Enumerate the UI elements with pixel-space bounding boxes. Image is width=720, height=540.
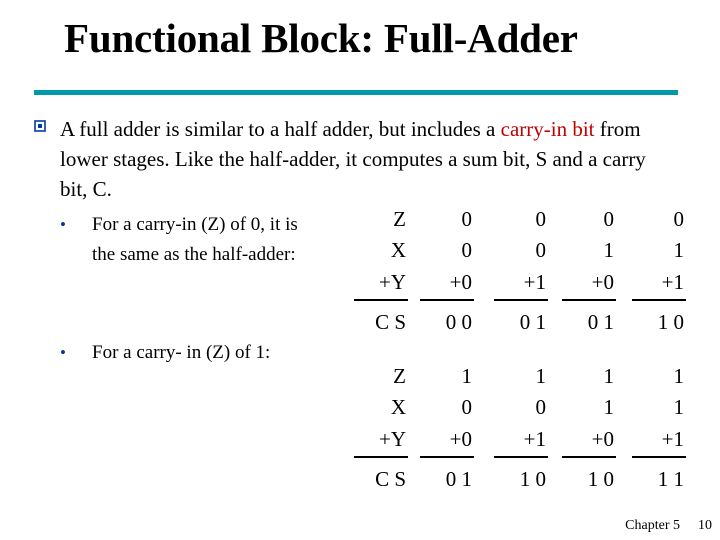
table-cell: 1	[461, 364, 472, 388]
sum-line	[494, 299, 548, 301]
table-cell: 0	[535, 395, 546, 419]
table-cell: +0	[591, 427, 614, 451]
table-row-label: X	[390, 395, 406, 419]
main-bullet-part2: from lower stages. Like the half-adder, it computes a sum bit, S and a carry bit, C.	[60, 117, 646, 201]
sub-bullet-dot-icon: •	[60, 215, 66, 234]
table-row-label: C S	[375, 310, 406, 334]
table-row-label: +Y	[378, 427, 406, 451]
sum-line	[420, 456, 474, 458]
table-cell: 1	[603, 364, 614, 388]
table-cell: +0	[449, 270, 472, 294]
table-cell: 1	[673, 395, 684, 419]
table-cell: 0	[673, 207, 684, 231]
table-cell: 0 1	[445, 467, 472, 491]
slide-title: Functional Block: Full-Adder	[64, 15, 578, 61]
table-row-label: C S	[375, 467, 406, 491]
table-row-label: Z	[393, 207, 406, 231]
sum-line	[420, 299, 474, 301]
table-cell: 0	[603, 207, 614, 231]
sum-line	[632, 456, 686, 458]
table-cell: 0 0	[445, 310, 472, 334]
table-cell: 0	[535, 238, 546, 262]
table-cell: 1 0	[519, 467, 546, 491]
page-number: 10	[698, 518, 712, 533]
table-cell: 0	[461, 207, 472, 231]
title-divider	[34, 90, 678, 95]
table-cell: +1	[661, 427, 684, 451]
sum-line	[562, 456, 616, 458]
sub-bullet-text: For a carry- in (Z) of 1:	[92, 342, 271, 363]
table-cell: +1	[523, 270, 546, 294]
table-cell: 0	[461, 238, 472, 262]
main-bullet-part1: A full adder is similar to a half adder, but includes a	[60, 117, 501, 141]
table-row-label: +Y	[378, 270, 406, 294]
table-cell: 0	[461, 395, 472, 419]
table-cell: 0 1	[587, 310, 614, 334]
table-cell: 1	[673, 364, 684, 388]
table-cell: 1	[603, 238, 614, 262]
carry-in-highlight: carry-in bit	[500, 117, 595, 141]
table-cell: 1	[603, 395, 614, 419]
main-bullet-text	[60, 114, 660, 204]
table-cell: 1	[673, 238, 684, 262]
table-cell: 0 1	[519, 310, 546, 334]
square-bullet-icon	[34, 120, 46, 132]
sum-line	[354, 456, 408, 458]
table-cell: 0	[535, 207, 546, 231]
table-cell: 1	[535, 364, 546, 388]
table-row-label: Z	[393, 364, 406, 388]
table-cell: +1	[661, 270, 684, 294]
table-cell: +1	[523, 427, 546, 451]
sum-line	[494, 456, 548, 458]
table-row-label: X	[390, 238, 406, 262]
table-cell: 1 0	[657, 310, 684, 334]
table-cell: 1 1	[657, 467, 684, 491]
sum-line	[354, 299, 408, 301]
sum-line	[632, 299, 686, 301]
sub-bullet-dot-icon: •	[60, 343, 66, 362]
sub-bullet-text: For a carry-in (Z) of 0, it is the same as the half-adder:	[92, 214, 298, 265]
table-cell: +0	[449, 427, 472, 451]
sum-line	[562, 299, 616, 301]
footer-chapter: Chapter 5	[625, 518, 680, 533]
table-cell: +0	[591, 270, 614, 294]
table-cell: 1 0	[587, 467, 614, 491]
